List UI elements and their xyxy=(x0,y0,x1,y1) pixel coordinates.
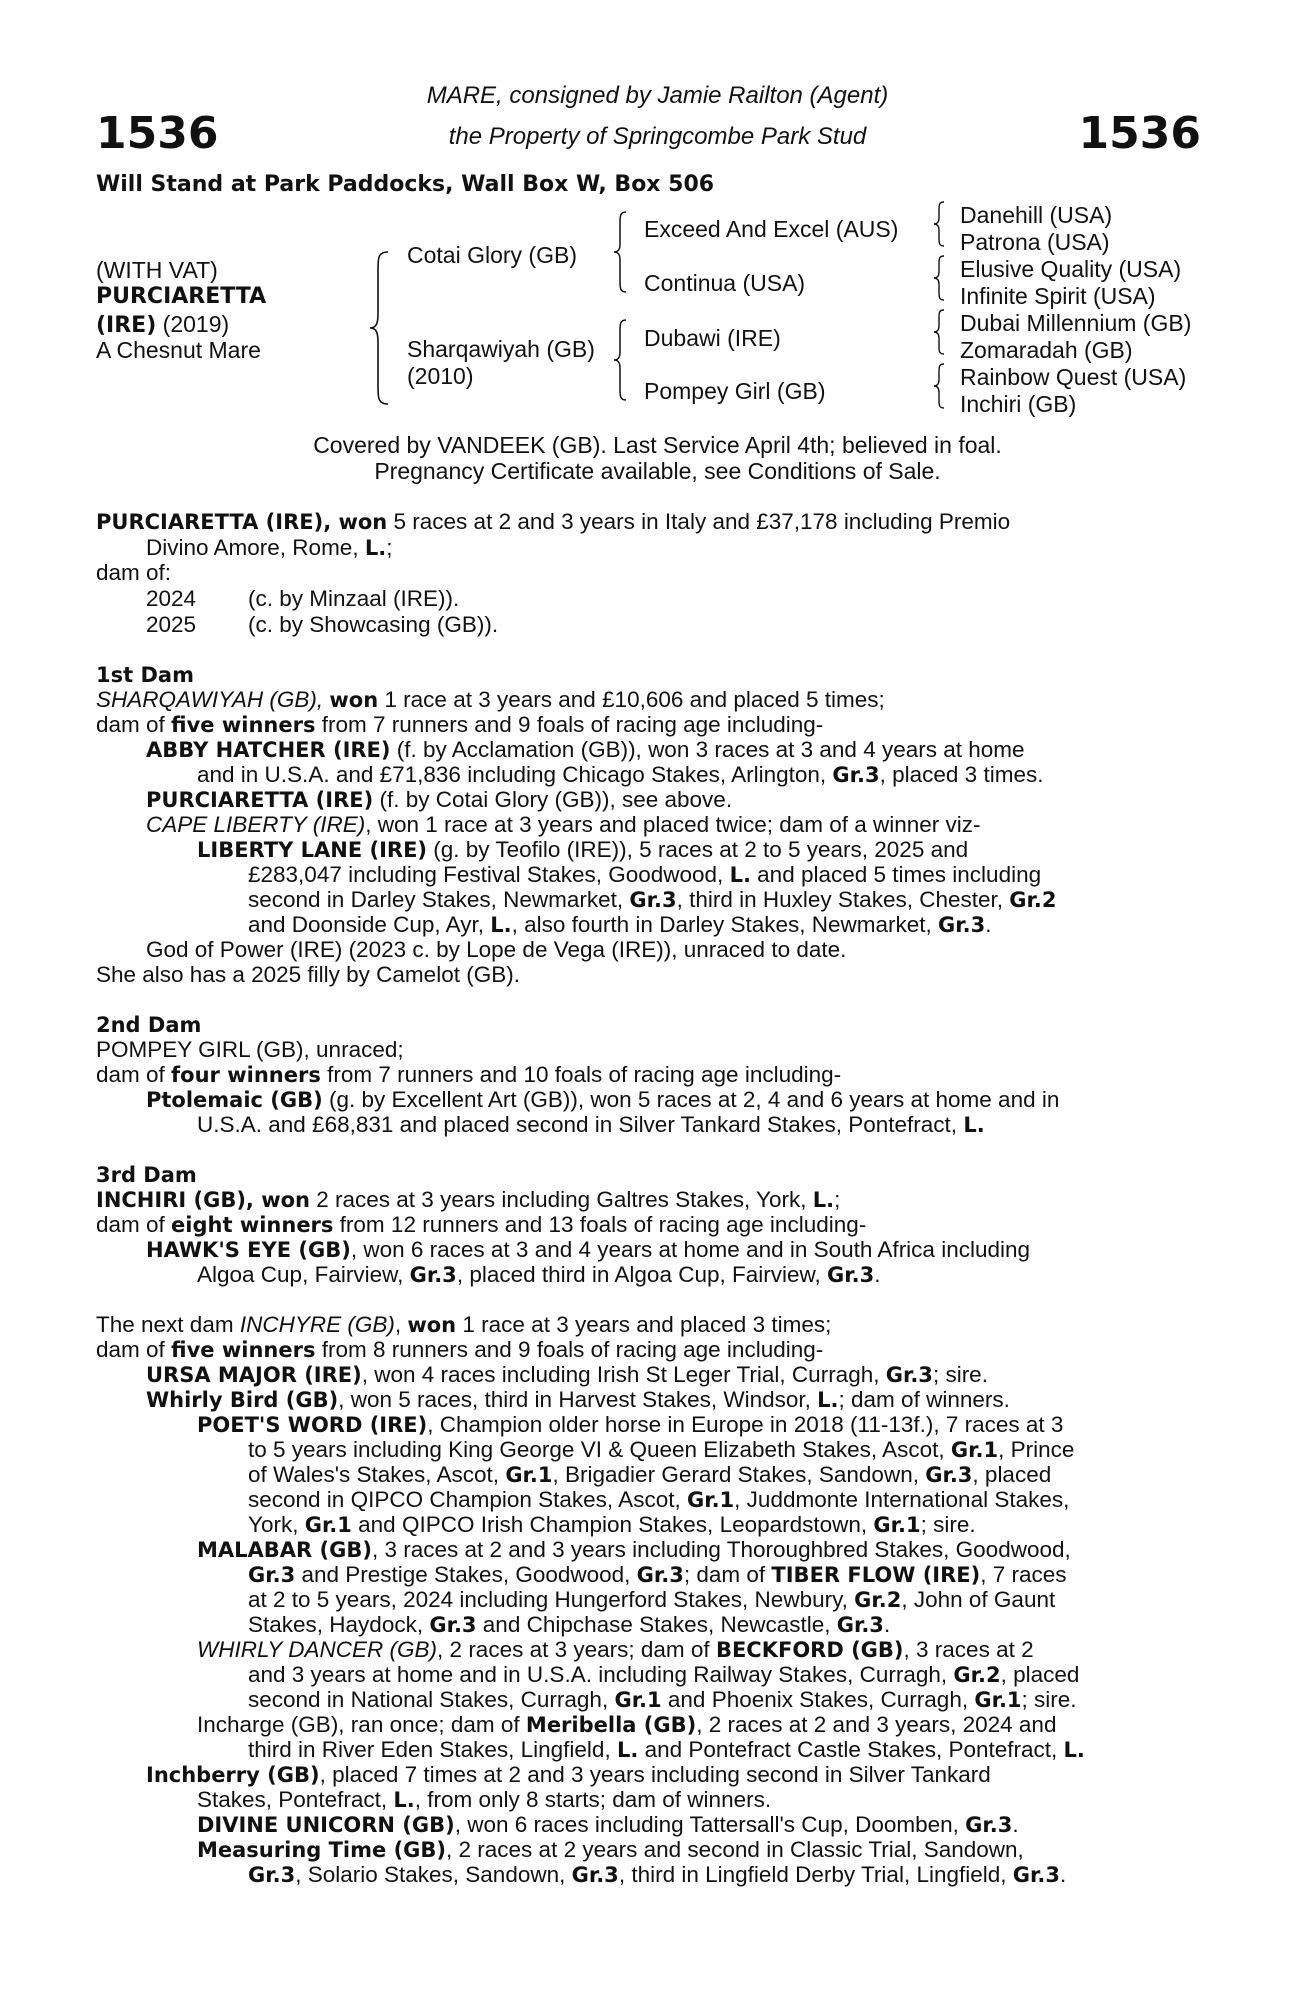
consignor-line: MARE, consigned by Jamie Railton (Agent) xyxy=(426,82,889,109)
hawks-eye-line1 xyxy=(146,1237,1200,1263)
runners-text: from 7 runners and 10 foals of racing age including- xyxy=(320,1062,842,1087)
winners-count: five winners xyxy=(171,1338,316,1362)
divine-unicorn-text: , won 6 races including Tattersall's Cup, Doomben, xyxy=(454,1812,966,1837)
liberty-text5: , third in Huxley Stakes, Chester, xyxy=(676,887,1010,912)
liberty-line4 xyxy=(248,912,992,938)
pedigree-dsd: Zomaradah (GB) xyxy=(960,337,1133,363)
third-dam-title: 3rd Dam xyxy=(96,1163,197,1187)
pw-text10: and QIPCO Irish Champion Stakes, Leopardstown, xyxy=(351,1512,874,1537)
poets-word-text: , Champion older horse in Europe in 2018 (11-13f.), 7 races at 3 xyxy=(427,1412,1064,1437)
hawks-eye-text: , won 6 races at 3 and 4 years at home and in South Africa including xyxy=(350,1237,1031,1262)
liberty-text8: . xyxy=(985,912,992,937)
grade-tag: Gr.3 xyxy=(248,1863,296,1887)
poets-word-line4 xyxy=(248,1487,1069,1513)
ursa-line xyxy=(146,1362,988,1388)
grade-tag: Gr.3 xyxy=(571,1863,619,1887)
inchyre-name: INCHYRE (GB) xyxy=(239,1312,395,1337)
wd-text3: and 3 years at home and in U.S.A. including Railway Stakes, Curragh, xyxy=(248,1662,954,1687)
pw-text9: York, xyxy=(248,1512,305,1537)
ptolemaic-name: Ptolemaic (GB) xyxy=(146,1088,323,1112)
liberty-text7: , also fourth in Darley Stakes, Newmarket, xyxy=(511,912,939,937)
grade-tag: Gr.3 xyxy=(429,1613,477,1637)
malabar-line1 xyxy=(197,1537,1071,1563)
pedigree-dss: Dubai Millennium (GB) xyxy=(960,310,1192,336)
lot-number-right: 1536 xyxy=(1078,108,1201,159)
won-label: won xyxy=(407,1313,457,1337)
inchiri-text: 2 races at 3 years including Galtres Stakes, York, xyxy=(310,1187,813,1212)
ptolemaic-text2: U.S.A. and £68,831 and placed second in Silver Tankard Stakes, Pontefract, xyxy=(197,1112,964,1137)
pw-text6: , placed xyxy=(972,1462,1052,1487)
next-dam-label: The next dam xyxy=(96,1312,240,1337)
second-dam-title: 2nd Dam xyxy=(96,1013,202,1037)
grade-tag: Gr.3 xyxy=(836,1613,884,1637)
grade-tag: Gr.2 xyxy=(1009,888,1057,912)
intro-line2 xyxy=(146,535,392,561)
beckford-name: BECKFORD (GB) xyxy=(715,1638,904,1662)
next-dam-line1 xyxy=(96,1312,831,1338)
comma: , xyxy=(394,1312,408,1337)
grade-tag: Gr.1 xyxy=(950,1438,999,1462)
pw-text5: , Brigadier Gerard Stakes, Sandown, xyxy=(552,1462,926,1487)
liberty-line3 xyxy=(248,887,1056,913)
listed-tag: L. xyxy=(616,1738,639,1762)
malabar-line2 xyxy=(248,1562,1067,1588)
liberty-text3: and placed 5 times including xyxy=(750,862,1042,887)
first-dam-record: 1 race at 3 years and £10,606 and placed 5 times; xyxy=(378,687,885,712)
purc-text: (f. by Cotai Glory (GB)), see above. xyxy=(373,787,733,812)
horse-name-line2 xyxy=(96,311,229,338)
listed-tag: L. xyxy=(364,536,387,560)
pedigree-sire: Cotai Glory (GB) xyxy=(407,242,577,268)
pedigree-brace-ds xyxy=(932,308,948,356)
pw-text3: , Prince xyxy=(998,1437,1075,1462)
pw-text4: of Wales's Stakes, Ascot, xyxy=(248,1462,506,1487)
pedigree-brace-sd xyxy=(932,254,948,302)
pw-text2: to 5 years including King George VI & Queen Elizabeth Stakes, Ascot, xyxy=(248,1437,951,1462)
malabar-name: MALABAR (GB) xyxy=(197,1538,372,1562)
liberty-text4: second in Darley Stakes, Newmarket, xyxy=(248,887,630,912)
poets-word-name: POET'S WORD (IRE) xyxy=(197,1413,428,1437)
listed-tag: L. xyxy=(817,1388,839,1412)
ptolemaic-line2 xyxy=(197,1112,985,1138)
purc-name: PURCIARETTA (IRE) xyxy=(146,788,374,812)
produce-year-2025: 2025 xyxy=(146,612,197,637)
first-dam-title: 1st Dam xyxy=(96,663,194,687)
second-dam-line1: POMPEY GIRL (GB), unraced; xyxy=(96,1037,404,1062)
covered-line2: Pregnancy Certificate available, see Conditions of Sale. xyxy=(374,458,941,484)
malabar-text5: at 2 to 5 years, 2024 including Hungerford Stakes, Newbury, xyxy=(248,1587,855,1612)
pedigree-ddd: Inchiri (GB) xyxy=(960,391,1077,417)
ursa-text2: ; sire. xyxy=(932,1362,988,1387)
liberty-text: (g. by Teofilo (IRE)), 5 races at 2 to 5 years, 2025 and xyxy=(427,837,969,862)
horse-year: (2019) xyxy=(156,311,230,337)
pedigree-sss: Danehill (USA) xyxy=(960,202,1113,228)
grade-tag: Gr.3 xyxy=(938,913,986,937)
poets-word-line1 xyxy=(197,1412,1200,1438)
pedigree-dam-sire: Dubawi (IRE) xyxy=(644,325,781,351)
abby-text2: and in U.S.A. and £71,836 including Chicago Stakes, Arlington, xyxy=(197,762,833,787)
incharge-text2: , 2 races at 2 and 3 years, 2024 and xyxy=(696,1712,1057,1737)
malabar-text: , 3 races at 2 and 3 years including Thoroughbred Stakes, Goodwood, xyxy=(371,1537,1071,1562)
lot-number-left: 1536 xyxy=(96,108,219,159)
wd-text: , 2 races at 3 years; dam of xyxy=(437,1637,716,1662)
listed-tag: L. xyxy=(729,863,751,887)
incharge-text: Incharge (GB), ran once; dam of xyxy=(197,1712,526,1737)
grade-tag: Gr.3 xyxy=(629,888,677,912)
grade-tag: Gr.3 xyxy=(925,1463,973,1487)
wd-text5: second in National Stakes, Curragh, xyxy=(248,1687,615,1712)
won-label: won xyxy=(329,688,379,712)
pedigree-brace-dd xyxy=(932,362,948,410)
pedigree-brace-ss xyxy=(932,200,948,248)
whirly-bird-text: , won 5 races, third in Harvest Stakes, Windsor, xyxy=(338,1387,818,1412)
dam-of: dam of xyxy=(96,1337,172,1362)
hawks-eye-text2: Algoa Cup, Fairview, xyxy=(197,1262,410,1287)
pedigree-sdd: Infinite Spirit (USA) xyxy=(960,283,1156,309)
vat-note: (WITH VAT) xyxy=(96,257,218,283)
horse-name: PURCIARETTA xyxy=(96,284,267,309)
intro-text: 5 races at 2 and 3 years in Italy and £37,178 including Premio xyxy=(387,509,1011,534)
ptolemaic-text: (g. by Excellent Art (GB)), won 5 races at 2, 4 and 6 years at home and in xyxy=(322,1087,1060,1112)
runners-text: from 8 runners and 9 foals of racing age including- xyxy=(315,1337,824,1362)
hawks-eye-line2 xyxy=(197,1262,880,1288)
whirly-dancer-line1 xyxy=(197,1637,1200,1663)
pedigree-dam-dam: Pompey Girl (GB) xyxy=(644,378,826,404)
whirly-dancer-line2 xyxy=(248,1662,1079,1688)
listed-tag: L. xyxy=(393,1788,415,1812)
measuring-time-line2 xyxy=(248,1862,1066,1888)
dam-of: dam of xyxy=(96,1062,172,1087)
divine-unicorn-text2: . xyxy=(1012,1812,1019,1837)
liberty-name: LIBERTY LANE (IRE) xyxy=(197,838,428,862)
poets-word-line2 xyxy=(248,1437,1074,1463)
produce-2025: (c. by Showcasing (GB)). xyxy=(248,612,499,637)
abby-name: ABBY HATCHER (IRE) xyxy=(146,738,391,762)
winners-count: eight winners xyxy=(171,1213,334,1237)
grade-tag: Gr.3 xyxy=(832,763,880,787)
measuring-time-line1 xyxy=(197,1837,1200,1863)
malabar-text2: and Prestige Stakes, Goodwood, xyxy=(295,1562,637,1587)
liberty-line1 xyxy=(197,837,1200,863)
pedigree-dam-year: (2010) xyxy=(407,363,474,389)
tiber-flow-name: TIBER FLOW (IRE) xyxy=(771,1563,981,1587)
ptolemaic-line1 xyxy=(146,1087,1200,1113)
whirly-dancer-line3 xyxy=(248,1687,1077,1713)
pedigree-brace-main xyxy=(368,250,392,406)
produce-year-2024: 2024 xyxy=(146,586,197,611)
abby-line2 xyxy=(197,762,1043,788)
pw-text11: ; sire. xyxy=(920,1512,976,1537)
malabar-text3: ; dam of xyxy=(683,1562,772,1587)
first-dam-name: SHARQAWIYAH (GB), xyxy=(96,687,330,712)
first-dam-line2 xyxy=(96,712,823,738)
grade-tag: Gr.1 xyxy=(304,1513,352,1537)
intro-damof: dam of: xyxy=(96,560,172,585)
cape-text: , won 1 race at 3 years and placed twice; dam of a winner viz- xyxy=(365,812,981,837)
stand-location: Will Stand at Park Paddocks, Wall Box W, Box 506 xyxy=(96,172,715,197)
hawks-eye-text3: , placed third in Algoa Cup, Fairview, xyxy=(456,1262,828,1287)
ursa-text: , won 4 races including Irish St Leger Trial, Curragh, xyxy=(361,1362,886,1387)
incharge-text4: and Pontefract Castle Stakes, Pontefract, xyxy=(638,1737,1064,1762)
poets-word-line3 xyxy=(248,1462,1051,1488)
whirly-bird-line xyxy=(146,1387,1010,1413)
grade-tag: Gr.2 xyxy=(854,1588,902,1612)
malabar-text7: Stakes, Haydock, xyxy=(248,1612,430,1637)
abby-text: (f. by Acclamation (GB)), won 3 races at 3 and 4 years at home xyxy=(390,737,1025,762)
dam-of: dam of xyxy=(96,712,172,737)
malabar-text8: and Chipchase Stakes, Newcastle, xyxy=(476,1612,837,1637)
malabar-text9: . xyxy=(883,1612,891,1637)
third-dam-line2 xyxy=(96,1212,866,1238)
grade-tag: Gr.3 xyxy=(965,1813,1013,1837)
liberty-line2 xyxy=(248,862,1041,888)
malabar-line4 xyxy=(248,1612,890,1638)
abby-text3: , placed 3 times. xyxy=(879,762,1044,787)
pedigree-brace-sire xyxy=(612,210,630,294)
pedigree-dds: Rainbow Quest (USA) xyxy=(960,364,1187,390)
ursa-name: URSA MAJOR (IRE) xyxy=(146,1363,362,1387)
whirly-bird-text2: ; dam of winners. xyxy=(838,1387,1010,1412)
pedigree-ssd: Patrona (USA) xyxy=(960,229,1110,255)
intro-horse-name: PURCIARETTA (IRE), won xyxy=(96,510,388,534)
grade-tag: Gr.3 xyxy=(827,1263,875,1287)
grade-tag: Gr.1 xyxy=(974,1688,1022,1712)
inchberry-text3: , from only 8 starts; dam of winners. xyxy=(414,1787,772,1812)
wd-text2: , 3 races at 2 xyxy=(903,1637,1034,1662)
inchberry-name: Inchberry (GB) xyxy=(146,1763,320,1787)
third-dam-line1 xyxy=(96,1187,840,1213)
pw-text8: , Juddmonte International Stakes, xyxy=(734,1487,1070,1512)
hawks-eye-text4: . xyxy=(874,1262,881,1287)
runners-text: from 7 runners and 9 foals of racing age including- xyxy=(315,712,824,737)
mt-text2: , Solario Stakes, Sandown, xyxy=(295,1862,572,1887)
listed-tag: L. xyxy=(490,913,512,937)
horse-description: A Chesnut Mare xyxy=(96,337,261,363)
mt-text3: , third in Lingfield Derby Trial, Lingfield, xyxy=(618,1862,1013,1887)
property-line: the Property of Springcombe Park Stud xyxy=(448,123,867,150)
horse-country: (IRE) xyxy=(96,313,157,338)
winners-count: four winners xyxy=(171,1063,321,1087)
grade-tag: Gr.3 xyxy=(248,1563,296,1587)
pedigree-dam: Sharqawiyah (GB) xyxy=(407,336,595,362)
pedigree-brace-dam xyxy=(612,318,630,402)
malabar-text6: , John of Gaunt xyxy=(901,1587,1056,1612)
pedigree-sire-dam: Continua (USA) xyxy=(644,270,806,296)
grade-tag: Gr.1 xyxy=(686,1488,735,1512)
intro-text3: ; xyxy=(386,535,393,560)
wd-text6: and Phoenix Stakes, Curragh, xyxy=(661,1687,975,1712)
cape-line xyxy=(146,812,981,838)
mt-text4: . xyxy=(1059,1862,1067,1887)
measuring-time-text: , 2 races at 2 years and second in Classic Trial, Sandown, xyxy=(446,1837,1024,1862)
produce-2024: (c. by Minzaal (IRE)). xyxy=(248,586,460,611)
inchberry-line1 xyxy=(146,1762,1200,1788)
grade-tag: Gr.1 xyxy=(873,1513,921,1537)
liberty-text2: £283,047 including Festival Stakes, Goodwood, xyxy=(248,862,730,887)
poets-word-line5 xyxy=(248,1512,976,1538)
malabar-line3 xyxy=(248,1587,1055,1613)
pedigree-sire-sire: Exceed And Excel (AUS) xyxy=(644,216,899,242)
abby-line1 xyxy=(146,737,1025,763)
she-also-line: She also has a 2025 filly by Camelot (GB). xyxy=(96,962,520,987)
incharge-line1 xyxy=(197,1712,1056,1738)
meribella-name: Meribella (GB) xyxy=(525,1713,697,1737)
winners-count: five winners xyxy=(171,713,316,737)
dam-of: dam of xyxy=(96,1212,172,1237)
listed-tag: L. xyxy=(1063,1738,1085,1762)
wd-text4: , placed xyxy=(1000,1662,1080,1687)
hawks-eye-name: HAWK'S EYE (GB) xyxy=(146,1238,351,1262)
listed-tag: L. xyxy=(963,1113,985,1137)
measuring-time-name: Measuring Time (GB) xyxy=(197,1838,447,1862)
grade-tag: Gr.3 xyxy=(885,1363,933,1387)
god-of-power-line: God of Power (IRE) (2023 c. by Lope de Vega (IRE)), unraced to date. xyxy=(146,937,847,962)
grade-tag: Gr.3 xyxy=(1012,1863,1060,1887)
covered-line1: Covered by VANDEEK (GB). Last Service April 4th; believed in foal. xyxy=(313,432,1002,458)
grade-tag: Gr.3 xyxy=(636,1563,684,1587)
intro-line1 xyxy=(96,509,1200,535)
second-dam-line2 xyxy=(96,1062,841,1088)
divine-unicorn-name: DIVINE UNICORN (GB) xyxy=(197,1813,455,1837)
inchberry-line2 xyxy=(197,1787,771,1813)
wd-text7: ; sire. xyxy=(1021,1687,1077,1712)
cape-name: CAPE LIBERTY (IRE) xyxy=(146,812,366,837)
inchyre-text: 1 race at 3 years and placed 3 times; xyxy=(456,1312,832,1337)
inchiri-name: INCHIRI (GB), won xyxy=(96,1188,310,1212)
intro-text2: Divino Amore, Rome, xyxy=(146,535,365,560)
pedigree-sds: Elusive Quality (USA) xyxy=(960,256,1182,282)
runners-text: from 12 runners and 13 foals of racing age including- xyxy=(333,1212,867,1237)
grade-tag: Gr.1 xyxy=(614,1688,662,1712)
first-dam-line1 xyxy=(96,687,885,713)
liberty-text6: and Doonside Cup, Ayr, xyxy=(248,912,491,937)
whirly-dancer-name: WHIRLY DANCER (GB) xyxy=(197,1637,438,1662)
incharge-text3: third in River Eden Stakes, Lingfield, xyxy=(248,1737,617,1762)
pw-text7: second in QIPCO Champion Stakes, Ascot, xyxy=(248,1487,687,1512)
malabar-text4: , 7 races xyxy=(980,1562,1067,1587)
listed-tag: L. xyxy=(812,1188,835,1212)
whirly-bird-name: Whirly Bird (GB) xyxy=(146,1388,339,1412)
next-dam-line2 xyxy=(96,1337,823,1363)
purc-line xyxy=(146,787,732,813)
grade-tag: Gr.3 xyxy=(409,1263,457,1287)
grade-tag: Gr.1 xyxy=(505,1463,553,1487)
divine-unicorn-line xyxy=(197,1812,1019,1838)
inchberry-text: , placed 7 times at 2 and 3 years including second in Silver Tankard xyxy=(319,1762,991,1787)
grade-tag: Gr.2 xyxy=(953,1663,1001,1687)
inchiri-text2: ; xyxy=(834,1187,841,1212)
inchberry-text2: Stakes, Pontefract, xyxy=(197,1787,394,1812)
incharge-line2 xyxy=(248,1737,1085,1763)
